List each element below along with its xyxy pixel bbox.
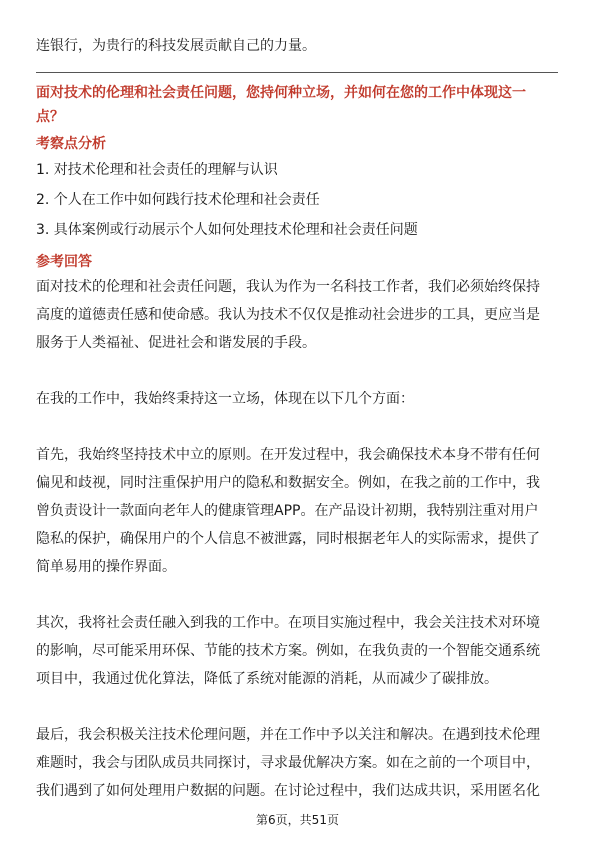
answer-heading: 参考回答 <box>36 254 92 270</box>
paragraph-line: 服务于人类福祉、促进社会和谐发展的手段。 <box>36 335 316 351</box>
page-number: 第6页，共51页 <box>256 813 339 827</box>
analysis-heading: 考察点分析 <box>36 136 106 152</box>
paragraph-gap <box>36 693 558 721</box>
answer-paragraph <box>36 721 558 805</box>
paragraph-line: 高度的道德责任感和使命感。我认为技术不仅仅是推动社会进步的工具，更应当是 <box>36 307 540 323</box>
paragraph-line: 的影响，尽可能采用环保、节能的技术方案。例如，在我负责的一个智能交通系统 <box>36 643 540 659</box>
analysis-points <box>36 155 558 245</box>
paragraph-line: 难题时，我会与团队成员共同探讨，寻求最优解决方案。如在之前的一个项目中， <box>36 755 540 771</box>
section-divider <box>36 72 558 73</box>
answer-paragraph <box>36 609 558 693</box>
paragraph-line: 项目中，我通过优化算法，降低了系统对能源的消耗，从而减少了碳排放。 <box>36 671 498 687</box>
list-item: 3. 具体案例或行动展示个人如何处理技术伦理和社会责任问题 <box>36 222 418 238</box>
page-content <box>36 32 558 805</box>
question-line: 点？ <box>36 109 64 125</box>
answer-paragraph <box>36 441 558 581</box>
question-title <box>36 81 558 129</box>
list-item: 2. 个人在工作中如何践行技术伦理和社会责任 <box>36 192 320 208</box>
question-line: 面对技术的伦理和社会责任问题，您持何种立场，并如何在您的工作中体现这一 <box>36 85 526 101</box>
paragraph-line: 在我的工作中，我始终秉持这一立场，体现在以下几个方面： <box>36 391 414 407</box>
paragraph-gap <box>36 413 558 441</box>
paragraph-line: 隐私的保护，确保用户的个人信息不被泄露，同时根据老年人的实际需求，提供了 <box>36 531 540 547</box>
paragraph-line: 最后，我会积极关注技术伦理问题，并在工作中予以关注和解决。在遇到技术伦理 <box>36 727 540 743</box>
answer-paragraph <box>36 273 558 357</box>
paragraph-line: 偏见和歧视，同时注重保护用户的隐私和数据安全。例如，在我之前的工作中，我 <box>36 475 540 491</box>
paragraph-line: 其次，我将社会责任融入到我的工作中。在项目实施过程中，我会关注技术对环境 <box>36 615 540 631</box>
intro-text: 连银行，为贵行的科技发展贡献自己的力量。 <box>36 38 316 54</box>
list-item: 1. 对技术伦理和社会责任的理解与认识 <box>36 162 278 178</box>
paragraph-gap <box>36 581 558 609</box>
paragraph-line: 我们遇到了如何处理用户数据的问题。在讨论过程中，我们达成共识，采用匿名化 <box>36 783 540 799</box>
paragraph-gap <box>36 357 558 385</box>
paragraph-line: 简单易用的操作界面。 <box>36 559 176 575</box>
paragraph-line: 首先，我始终坚持技术中立的原则。在开发过程中，我会确保技术本身不带有任何 <box>36 447 540 463</box>
paragraph-line: 曾负责设计一款面向老年人的健康管理APP。在产品设计初期，我特别注重对用户 <box>36 503 539 519</box>
answer-paragraph <box>36 385 558 413</box>
paragraph-line: 面对技术的伦理和社会责任问题，我认为作为一名科技工作者，我们必须始终保持 <box>36 279 540 295</box>
